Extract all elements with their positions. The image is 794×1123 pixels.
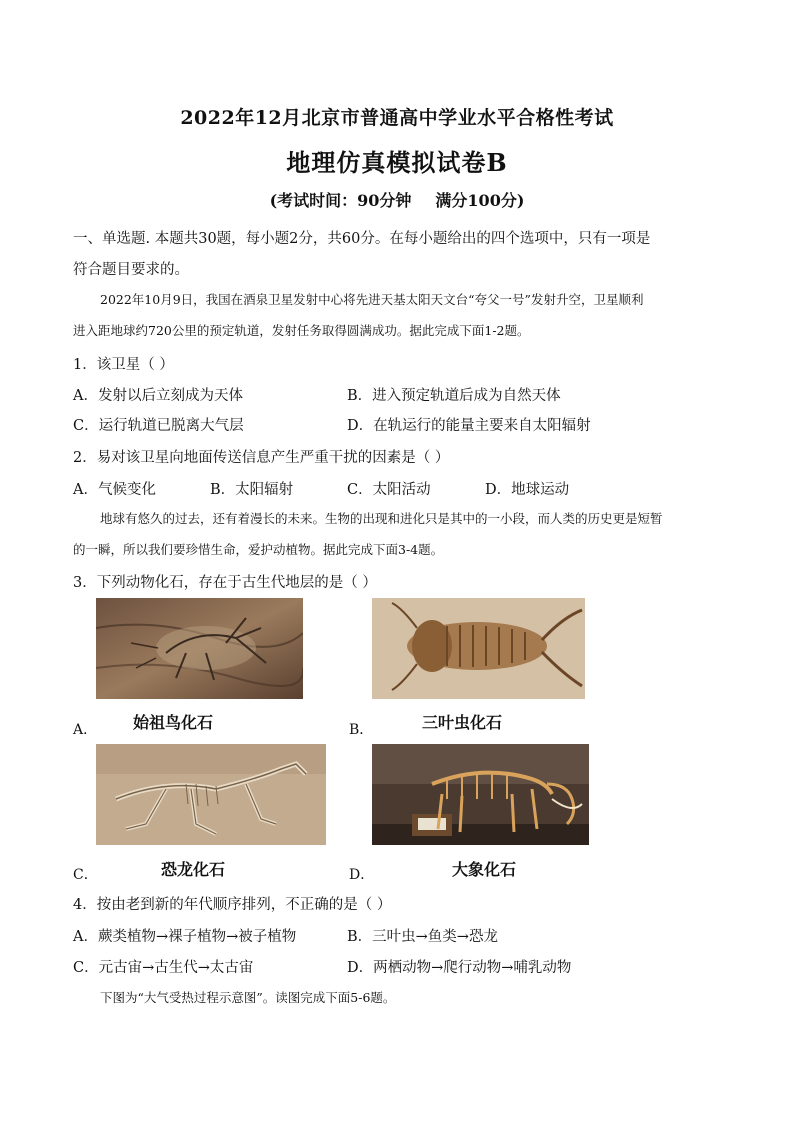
q1-stem: 1．该卫星（ ） [73, 357, 174, 373]
passage1-line1: 2022年10月9日，我国在酒泉卫星发射中心将先进天基太阳天文台“夸父一号”发射升空，卫星顺利 [100, 292, 644, 307]
q2-stem: 2．易对该卫星向地面传送信息产生严重干扰的因素是（ ） [73, 450, 450, 466]
q2-option-b: B．太阳辐射 [210, 482, 294, 498]
q4-option-d: D．两栖动物→爬行动物→哺乳动物 [347, 960, 572, 976]
dinosaur-fossil-image [96, 744, 326, 845]
paper-title: 地理仿真模拟试卷B [286, 148, 508, 177]
archaeopteryx-fossil-image [96, 598, 303, 699]
q4-option-a: A．蕨类植物→裸子植物→被子植物 [73, 929, 297, 945]
passage1-line2: 进入距地球约720公里的预定轨道，发射任务取得圆满成功。据此完成下面1-2题。 [73, 323, 530, 338]
passage2-line1: 地球有悠久的过去，还有着漫长的未来。生物的出现和进化只是其中的一小段，而人类的历史更是短暂 [100, 511, 663, 526]
q1-option-b: B．进入预定轨道后成为自然天体 [347, 388, 561, 404]
q3-option-d-label: D． [349, 867, 375, 883]
q3-caption-b: 三叶虫化石 [422, 713, 503, 732]
exam-info [0, 188, 794, 211]
passage3-line1: 下图为“大气受热过程示意图”。读图完成下面5-6题。 [100, 990, 396, 1005]
q3-caption-d: 大象化石 [452, 860, 517, 879]
q2-option-d: D．地球运动 [485, 482, 570, 498]
exam-title: 2022年12月北京市普通高中学业水平合格性考试 [180, 107, 614, 129]
section-intro-line1: 一、单选题. 本题共30题，每小题2分，共60分。在每小题给出的四个选项中，只有一项是 [73, 231, 651, 247]
q1-option-d: D．在轨运行的能量主要来自太阳辐射 [347, 418, 591, 434]
q2-option-a: A．气候变化 [73, 482, 156, 498]
exam-time: (考试时间：90分钟 [269, 191, 412, 210]
section-intro-line2: 符合题目要求的。 [73, 262, 189, 278]
q3-option-a-label: A． [73, 722, 98, 738]
q3-stem: 3．下列动物化石，存在于古生代地层的是（ ） [73, 575, 377, 591]
trilobite-fossil-image [372, 598, 585, 699]
q1-option-a: A．发射以后立刻成为天体 [73, 388, 243, 404]
elephant-fossil-image [372, 744, 589, 845]
passage2-line2: 的一瞬，所以我们要珍惜生命，爱护动植物。据此完成下面3-4题。 [73, 542, 444, 557]
q3-option-b-label: B． [349, 722, 374, 738]
full-score: 满分100分) [435, 191, 525, 210]
q4-option-c: C．元古宙→古生代→太古宙 [73, 960, 254, 976]
q3-caption-a: 始祖鸟化石 [133, 713, 214, 732]
q4-option-b: B．三叶虫→鱼类→恐龙 [347, 929, 498, 945]
q3-caption-c: 恐龙化石 [161, 860, 226, 879]
q4-stem: 4．按由老到新的年代顺序排列，不正确的是（ ） [73, 897, 392, 913]
q2-option-c: C．太阳活动 [347, 482, 431, 498]
q3-option-c-label: C． [73, 867, 98, 883]
q1-option-c: C．运行轨道已脱离大气层 [73, 418, 244, 434]
